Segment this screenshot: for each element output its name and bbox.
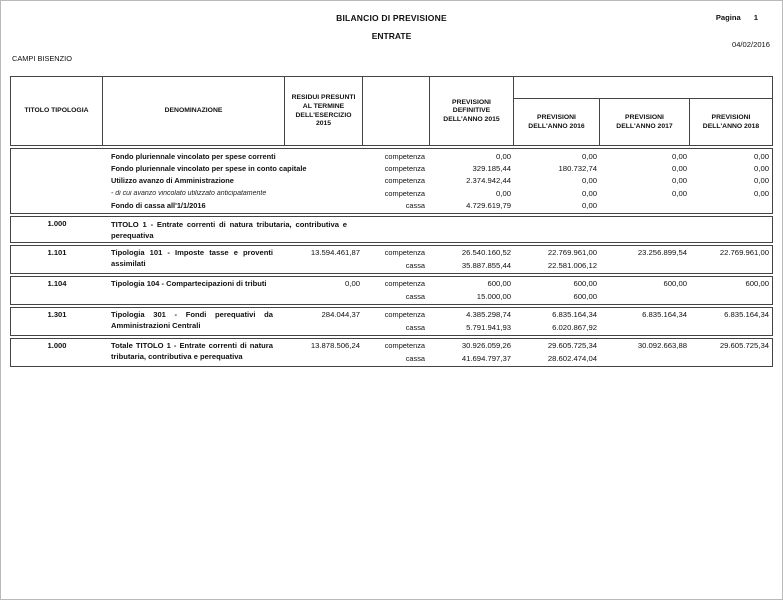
residui-cell: 13.594.461,87 [310,248,360,258]
value-def2015: 4.385.298,74 [466,310,511,320]
report-title: BILANCIO DI PREVISIONE [336,13,447,23]
value-2018: 0,00 [754,151,769,161]
col-header-previsioni-2018: PREVISIONI DELL'ANNO 2018 [702,113,760,130]
row-label: Fondo pluriennale vincolato per spese in conto capitale [111,164,307,174]
titolo-code: 1.101 [47,248,67,258]
previsioni-group-header [514,77,772,99]
mode-cell: competenza [384,188,425,198]
mode-cell: cassa [405,260,425,270]
table-row [11,340,772,365]
mode-cell: competenza [384,279,425,289]
value-2017: 0,00 [672,151,687,161]
denominazione-cell: Tipologia 101 - Imposte tasse e proventi assimilati [111,247,273,268]
value-2017: 6.835.164,34 [642,310,687,320]
value-2016: 6.020.867,92 [552,322,597,332]
value-2017: 600,00 [663,279,687,289]
table-row [11,218,772,241]
mode-cell: competenza [384,164,425,174]
denominazione-cell: Tipologia 104 - Compartecipazioni di tributi [111,278,267,288]
value-2018: 0,00 [754,188,769,198]
value-2017: 0,00 [672,164,687,174]
value-def2015: 4.729.619,79 [466,201,511,211]
value-def2015: 2.374.942,44 [466,176,511,186]
col-header-denominazione: DENOMINAZIONE [103,77,285,146]
value-2018: 29.605.725,34 [719,341,769,351]
value-2016: 600,00 [573,279,597,289]
table-row [11,162,772,174]
fondi-group [10,148,773,214]
value-2016: 600,00 [573,291,597,301]
table-row [11,278,772,303]
table-row [11,309,772,334]
row-label: Fondo pluriennale vincolato per spese correnti [111,151,276,161]
row-label: - di cui avanzo vincolato utilizzato anticipatamente [111,189,267,197]
titolo-group [10,216,773,243]
row-label: Utilizzo avanzo di Amministrazione [111,176,234,186]
titolo-code: 1.000 [47,218,67,228]
value-2016: 0,00 [582,151,597,161]
mode-cell: competenza [384,151,425,161]
value-2017: 23.256.899,54 [637,248,687,258]
table-row [11,187,772,199]
value-2017: 30.092.663,88 [637,341,687,351]
value-def2015: 30.926.059,26 [461,341,511,351]
residui-cell: 0,00 [345,279,360,289]
entity-name: CAMPI BISENZIO [12,54,72,63]
mode-cell: cassa [405,322,425,332]
denominazione-cell: Tipologia 301 - Fondi perequativi da Amministrazioni Centrali [111,309,273,330]
value-def2015: 26.540.160,52 [461,248,511,258]
value-2017: 0,00 [672,188,687,198]
tipologia-group [10,307,773,336]
mode-cell: competenza [384,176,425,186]
value-2016: 29.605.725,34 [547,341,597,351]
col-header-previsioni-2016: PREVISIONI DELL'ANNO 2016 [514,99,600,146]
value-2018: 0,00 [754,176,769,186]
value-def2015: 5.791.941,93 [466,322,511,332]
col-header-residui: RESIDUI PRESUNTI AL TERMINE DELL'ESERCIZIO 2015 [285,77,363,146]
value-2016: 0,00 [582,188,597,198]
value-def2015: 600,00 [487,279,511,289]
mode-cell: competenza [384,248,425,258]
col-header-mode [363,77,430,146]
mode-cell: cassa [405,353,425,363]
mode-cell: competenza [384,341,425,351]
value-2016: 22.769.961,00 [547,248,597,258]
table-row [11,175,772,187]
denominazione-cell: Totale TITOLO 1 - Entrate correnti di natura tributaria, contributiva e perequativa [111,340,273,361]
value-def2015: 15.000,00 [476,291,511,301]
value-2016: 28.602.474,04 [547,353,597,363]
value-2016: 22.581.006,12 [547,260,597,270]
value-2016: 0,00 [582,176,597,186]
titolo-code: 1.104 [47,279,67,289]
titolo-code: 1.000 [47,341,67,351]
table-header [10,76,773,146]
value-def2015: 0,00 [496,188,511,198]
mode-cell: competenza [384,310,425,320]
titolo-code: 1.301 [47,310,67,320]
value-2017: 0,00 [672,176,687,186]
value-2016: 0,00 [582,201,597,211]
page-indicator [716,13,761,22]
page-number: 1 [753,13,758,22]
value-def2015: 35.887.855,44 [461,260,511,270]
report-subtitle: ENTRATE [371,31,412,41]
denominazione-cell: TITOLO 1 - Entrate correnti di natura tributaria, contributiva e perequativa [111,219,347,240]
value-2018: 600,00 [745,279,769,289]
row-label: Fondo di cassa all'1/1/2016 [111,201,206,211]
col-header-previsioni-2017: PREVISIONI DELL'ANNO 2017 [600,99,690,146]
table-row [11,200,772,212]
value-def2015: 329.185,44 [472,164,511,174]
value-def2015: 0,00 [496,151,511,161]
col-header-previsioni-definitive-2015: PREVISIONI DEFINITIVE DELL'ANNO 2015 [430,77,514,146]
report-date: 04/02/2016 [731,40,770,49]
table-row [11,150,772,162]
page-label: Pagina [715,13,741,22]
totale-group [10,338,773,367]
tipologia-group [10,276,773,305]
mode-cell: cassa [405,201,425,211]
value-2018: 0,00 [754,164,769,174]
residui-cell: 284.044,37 [321,310,360,320]
residui-cell: 13.878.506,24 [310,341,360,351]
mode-cell: cassa [405,291,425,301]
value-2016: 180.732,74 [558,164,597,174]
value-def2015: 41.694.797,37 [461,353,511,363]
tipologia-group [10,245,773,274]
value-2016: 6.835.164,34 [552,310,597,320]
budget-table [10,76,773,367]
table-row [11,247,772,272]
value-2018: 6.835.164,34 [724,310,769,320]
col-header-titolo-tipologia: TITOLO TIPOLOGIA [11,77,103,146]
value-2018: 22.769.961,00 [719,248,769,258]
